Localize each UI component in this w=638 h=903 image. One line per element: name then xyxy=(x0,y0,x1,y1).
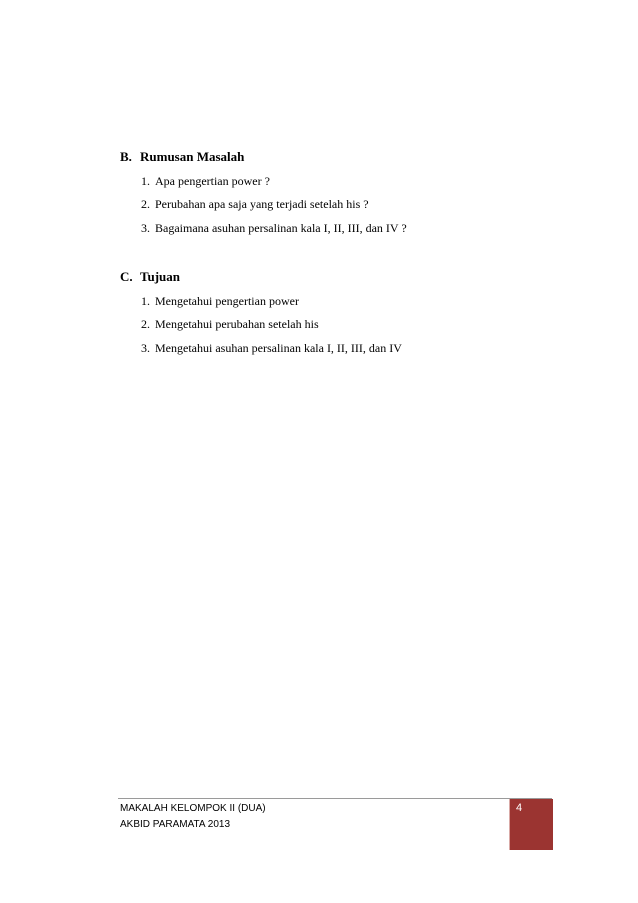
item-number: 2. xyxy=(141,317,150,331)
item-text: Perubahan apa saja yang terjadi setelah his ? xyxy=(155,197,369,211)
section-title: Rumusan Masalah xyxy=(140,149,245,164)
list-item xyxy=(120,340,560,356)
item-number: 1. xyxy=(141,293,150,308)
item-number: 3. xyxy=(141,340,150,355)
item-text: Bagaimana asuhan persalinan kala I, II, III, dan IV ? xyxy=(155,220,407,235)
list-item xyxy=(120,316,560,332)
footer-line-institution: AKBID PARAMATA 2013 xyxy=(120,819,231,830)
item-list xyxy=(120,173,560,236)
item-list xyxy=(120,293,560,356)
list-item xyxy=(120,196,560,212)
list-item xyxy=(120,220,560,236)
item-number: 3. xyxy=(141,220,150,235)
list-item xyxy=(120,173,560,189)
footer-line-title: MAKALAH KELOMPOK II (DUA) xyxy=(120,803,266,814)
section-heading xyxy=(120,149,560,165)
section-letter: B. xyxy=(120,149,132,164)
item-text: Mengetahui asuhan persalinan kala I, II, III, dan IV xyxy=(155,340,402,355)
item-number: 1. xyxy=(141,173,150,188)
section-heading xyxy=(120,269,560,285)
item-text: Mengetahui pengertian power xyxy=(155,293,299,308)
item-text: Apa pengertian power ? xyxy=(155,173,270,188)
page-number: 4 xyxy=(509,799,553,850)
footer-divider xyxy=(118,798,552,799)
section-title: Tujuan xyxy=(140,269,180,284)
item-number: 2. xyxy=(141,197,150,211)
item-text: Mengetahui perubahan setelah his xyxy=(155,317,319,331)
list-item xyxy=(120,293,560,309)
section-letter: C. xyxy=(120,269,133,284)
section-tujuan xyxy=(120,269,560,356)
section-rumusan-masalah xyxy=(120,149,560,236)
page-footer xyxy=(120,801,266,833)
